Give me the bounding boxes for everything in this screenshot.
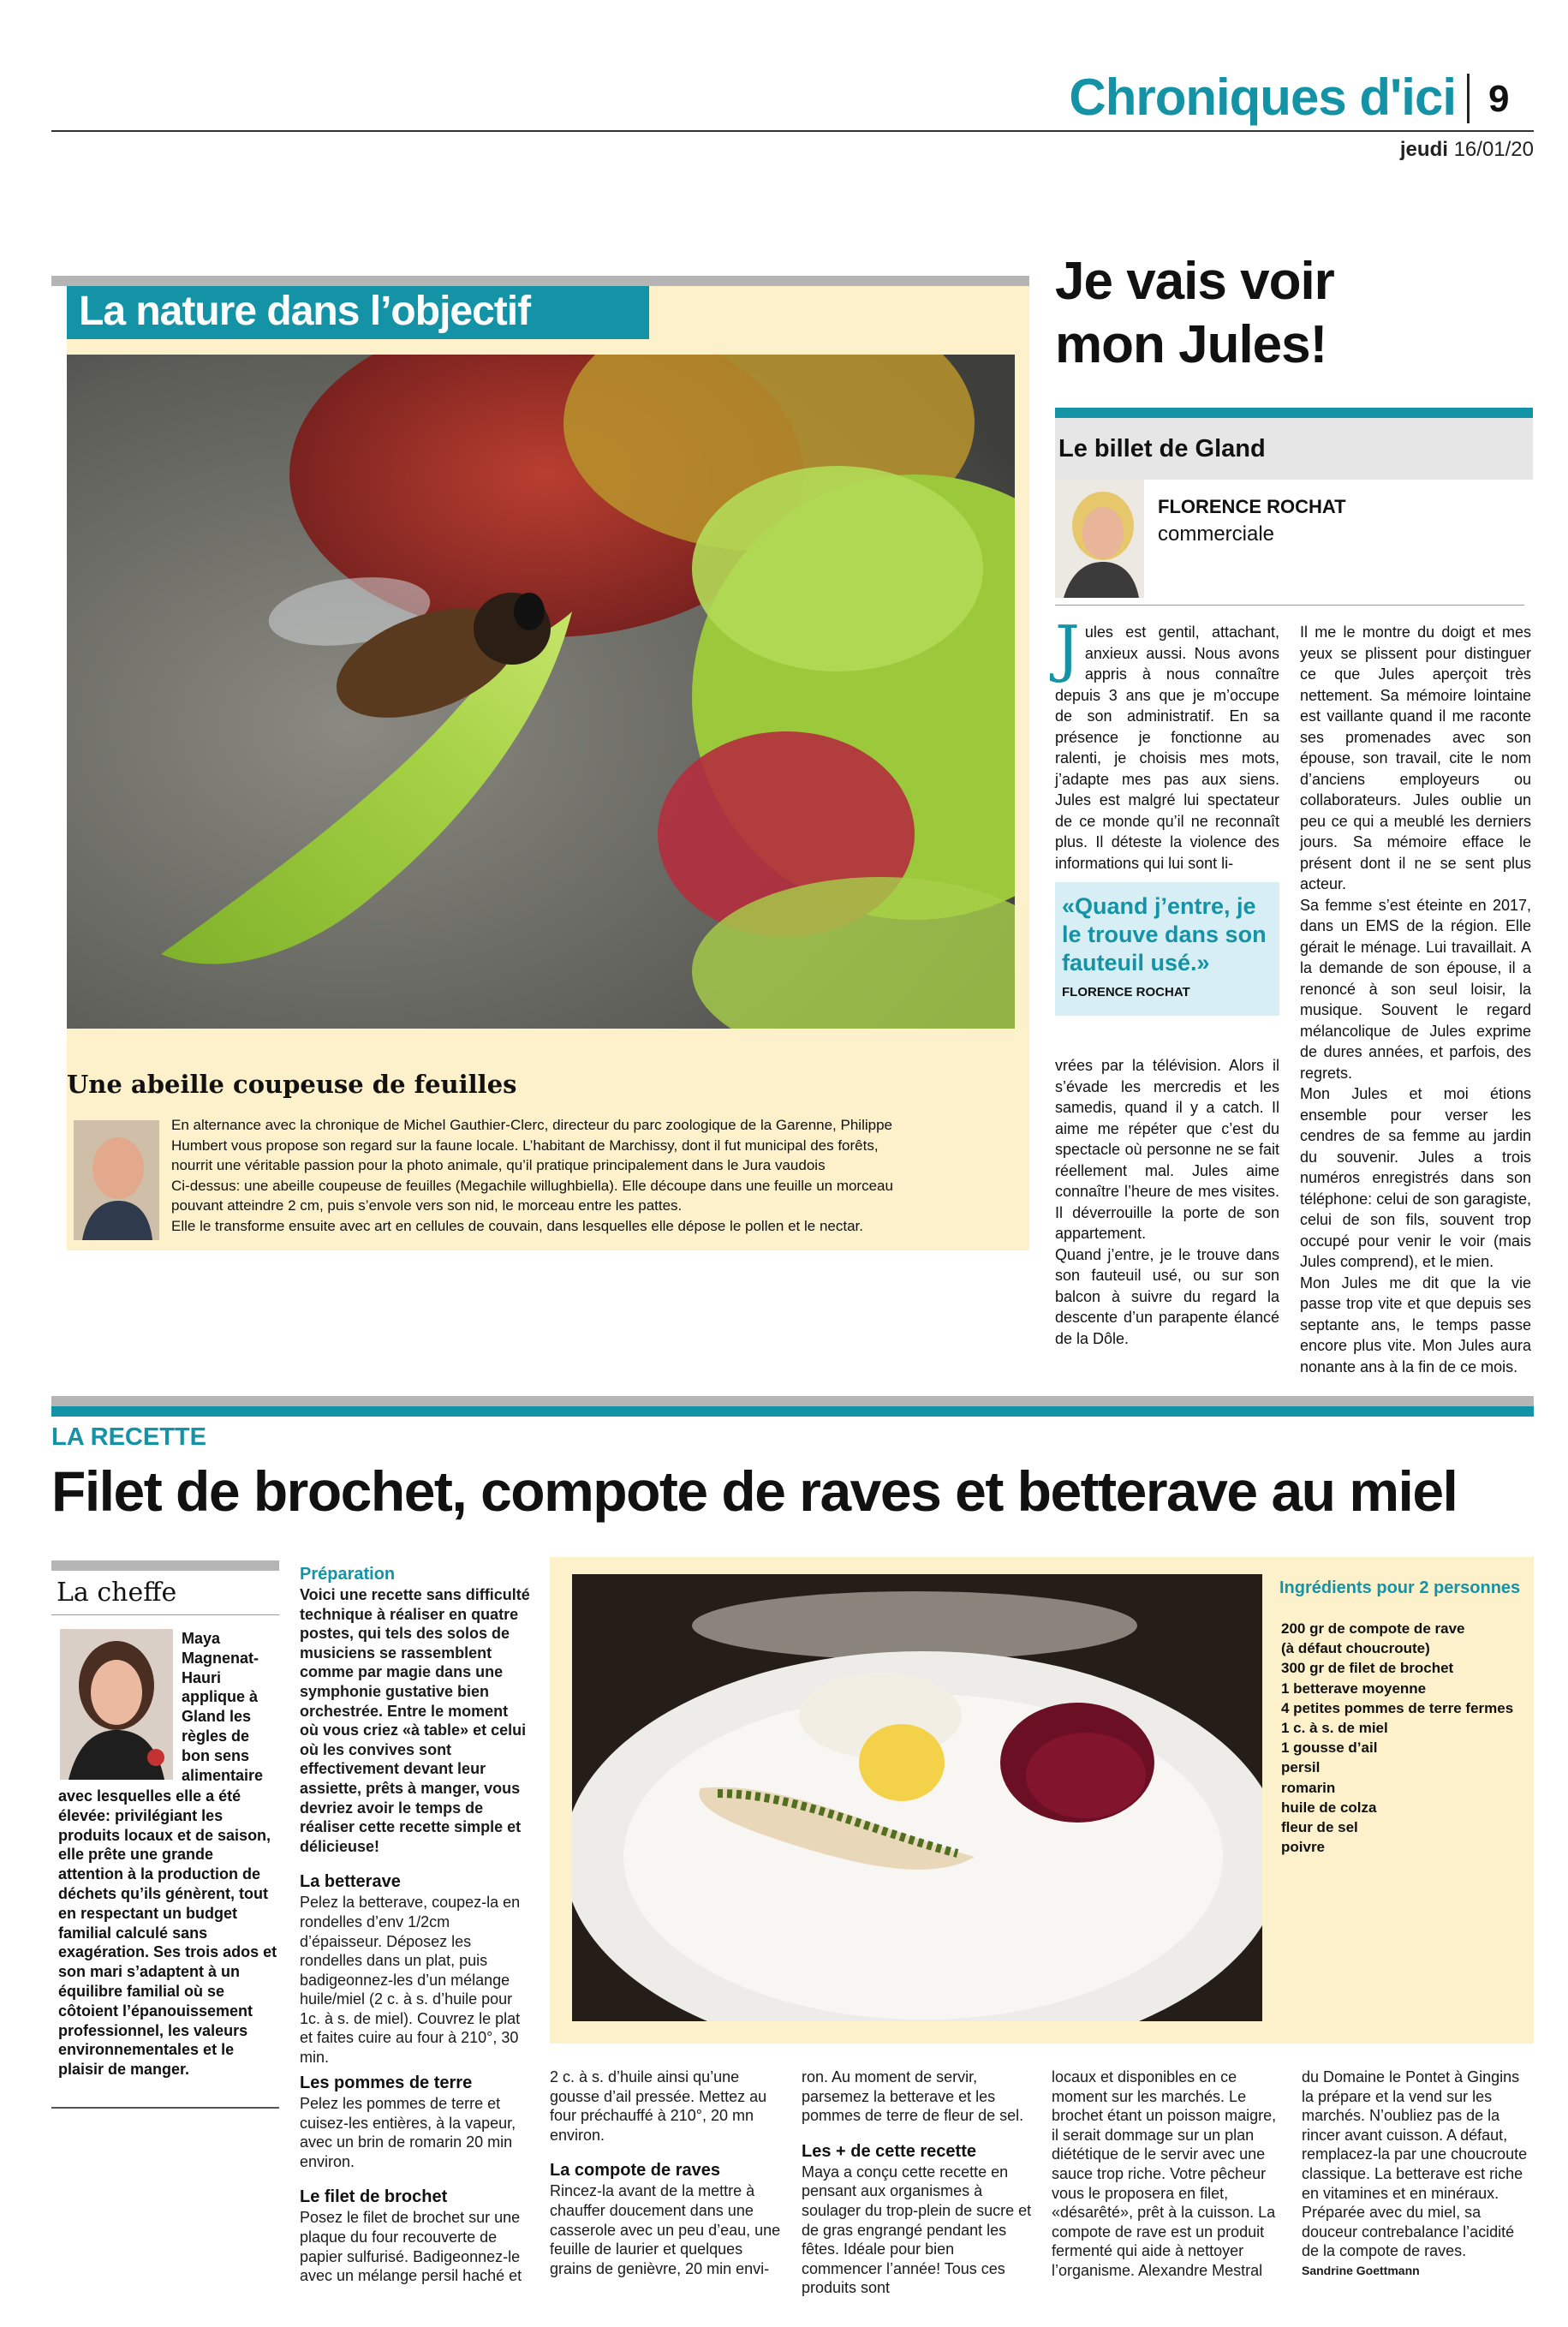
photographer-portrait-illustration <box>74 1120 159 1240</box>
chef-portrait <box>60 1629 173 1780</box>
ingredient-item: 1 gousse d’ail <box>1281 1739 1378 1757</box>
betterave-text: Pelez la betterave, coupez-la en rondelles d’env 1/2cm d’épaisseur. Déposez les rondelles dans un plat, puis badigeonnez-les d’un mélange huile/miel (2 c. à s. d’huile pour 1c. à s. de miel). Couvrez le plat et faites cuire au four à 210°, 30 min. <box>300 1894 521 2067</box>
billet-text: ules est gentil, attachant, anxieux aussi. Nous avons appris à nous connaître depuis 3 ans que je m’occupe de son administratif. En sa présence je fonctionne au ralenti, je choisis mes mots, j’adapte mes pas aux siens. Jules est malgré lui spectateur de ce monde qu’il ne reconnaît plus. Il déteste la violence des informations qui lui sont li- <box>1055 624 1279 872</box>
billet-paragraph: vrées par la télévision. Alors il s’évade les mercredis et les samedis, quand il y a catch. Il aime me répéter que c’est du spectacle où personne ne se fait réellement mal. Jules aime connaître l’heure de mes visites. Il déverrouille la porte de son appartement. <box>1055 1057 1279 1242</box>
nature-heading: La nature dans l’objectif <box>67 286 649 339</box>
compote-heading: La compote de raves <box>550 2161 720 2181</box>
ingredient-item: fleur de sel <box>1281 1819 1358 1836</box>
ingredient-item: romarin <box>1281 1779 1336 1796</box>
billet-column-1a <box>1055 612 1279 874</box>
billet-title-line: Je vais voir <box>1055 252 1334 311</box>
recipe-column-2 <box>550 2067 781 2278</box>
recipe-column-5 <box>1302 2067 1533 2281</box>
billet-paragraph: Mon Jules me dit que la vie passe trop vite et que depuis ses septante ans, le temps passe encore plus vite. Mon Jules aura nonante ans à la fin de ce mois. <box>1300 1274 1531 1375</box>
billet-paragraph: Sa femme s’est éteinte en 2017, dans un EMS de la région. Elle gérait le ménage. Lui travaillait. A la demande de son épouse, il a renoncé à son seul loisir, la musique. Souvent le regard mélancolique de Jules exprime de dures années, et parfois, des regrets. <box>1300 896 1531 1082</box>
billet-author: FLORENCE ROCHAT <box>1158 496 1346 517</box>
preparation-column <box>300 1564 531 2067</box>
pull-quote: «Quand j’entre, je le trouve dans son fauteuil usé.» <box>1062 893 1267 976</box>
section-title: Chroniques d'ici <box>1069 69 1456 126</box>
ingredient-item: poivre <box>1281 1839 1326 1856</box>
plus-text: Maya a conçu cette recette en pensant aux organismes à soulager du trop-plein de sucre et de gras engrangé pendant les fêtes. Idéale pour bien commencer l’année! Tous ces produits sont <box>802 2163 1032 2297</box>
dish-photo-illustration <box>572 1574 1262 2021</box>
preparation-intro: Voici une recette sans difficulté technique à réaliser en quatre postes, qui tels des solos de musiciens se rassemblent comme par magie dans une symphonie gustative bien orchestrée. Entre le moment où vous criez «à table» et celui où les convives sont effectivement devant leur assiette, prêts à manger, vous devriez avoir le temps de réaliser cette recette simple et délicieuse! <box>300 1586 530 1855</box>
recipe-title: Filet de brochet, compote de raves et betterave au miel <box>51 1459 1458 1523</box>
recipe-text: ron. Au moment de servir, parsemez la betterave et les pommes de terre de fleur de sel. <box>802 2068 1024 2125</box>
chef-bio-a: Maya Magnenat-Hauri applique à Gland les règles de bon sens alimentaire <box>182 1630 264 1784</box>
caption-line: pouvant atteindre 2 cm, puis s’envole vers son nid, le morceau entre les pattes. <box>171 1197 683 1214</box>
ingredient-item: 1 c. à s. de miel <box>1281 1720 1388 1737</box>
ingredient-item: 200 gr de compote de rave <box>1281 1620 1465 1637</box>
billet-title <box>1055 250 1535 377</box>
billet-paragraph: Il me le montre du doigt et mes yeux se plissent pour distinguer ce que Jules aperçoit très nettement. Sa mémoire lointaine est vaillante quand il me raconte ses promenades avec son épouse, son travail, cite le nom d’anciens employeurs ou collaborateurs. Jules oublie un peu ce qui a meublé les derniers jours. Sa mémoire efface le présent dont il ne se sent plus acteur. <box>1300 624 1531 892</box>
pull-quote-box <box>1055 882 1279 1016</box>
page-number: 9 <box>1488 78 1510 120</box>
recipe-text: locaux et disponibles en ce moment sur les marchés. Le brochet étant un poisson maigre, il serait dommage sur un plan diététique de le servir avec une sauce trop riche. Votre pêcheur vous le proposera en filet, «désarêté», prêt à la cuisson. La compote de rave est un produit fermenté qui aide à nettoyer l’organisme. Alexandre Mestral <box>1052 2068 1277 2279</box>
recipe-text: 2 c. à s. d’huile ainsi qu’une gousse d’ail pressée. Mettez au four préchauffé à 210°, 20 mn environ. <box>550 2068 767 2144</box>
billet-column-1b <box>1055 1055 1279 1349</box>
drop-cap: J <box>1055 612 1080 684</box>
pommes-heading: Les pommes de terre <box>300 2073 473 2092</box>
betterave-heading: La betterave <box>300 1872 401 1892</box>
billet-subtitle: Le billet de Gland <box>1055 418 1533 480</box>
billet-paragraph: Mon Jules et moi étions ensemble pour verser les cendres de sa femme au jardin du souvenir. Jules a trois numéros enregistrés dans son téléphone: celui de son garagiste, celui de son fils, souvent trop occupé pour venir le voir (mais Jules comprend), et le mien. <box>1300 1085 1531 1270</box>
recipe-column-4 <box>1052 2067 1283 2281</box>
ingredient-item: 4 petites pommes de terre fermes <box>1281 1699 1514 1716</box>
caption-line: Humbert vous propose son regard sur la faune locale. L’habitant de Marchissy, dont il fut municipal des forêts, <box>171 1137 879 1154</box>
pull-quote-author: FLORENCE ROCHAT <box>1062 985 1190 999</box>
ingredient-item: persil <box>1281 1759 1321 1776</box>
filet-text: Posez le filet de brochet sur une plaque du four recouverte de papier sulfurisé. Badigeonnez-le avec un mélange persil haché et <box>300 2209 522 2285</box>
filet-heading: Le filet de brochet <box>300 2187 448 2207</box>
pommes-text: Pelez les pommes de terre et cuisez-les entières, à la vapeur, avec un brin de romarin 20 min environ. <box>300 2095 516 2170</box>
recipe-top-bar <box>51 1396 1534 1406</box>
bee-photo-illustration <box>67 355 1015 1029</box>
bee-photo <box>67 355 1015 1029</box>
ingredient-item: (à défaut choucroute) <box>1281 1640 1430 1657</box>
caption-line: En alternance avec la chronique de Michel Gauthier-Clerc, directeur du parc zoologique de la Garenne, Philippe <box>171 1117 892 1133</box>
ingredient-item: huile de colza <box>1281 1799 1377 1816</box>
ingredients-list <box>1281 1619 1531 1857</box>
nature-caption-text <box>171 1115 993 1236</box>
preparation-heading: Préparation <box>300 1565 396 1584</box>
chef-label: La cheffe <box>51 1572 279 1615</box>
recipe-column-1 <box>300 2057 531 2286</box>
caption-line: Ci-dessus: une abeille coupeuse de feuilles (Megachile willughbiella). Elle découpe dans une feuille un morceau <box>171 1177 893 1194</box>
billet-divider <box>1055 605 1524 606</box>
chef-top-bar <box>51 1560 279 1571</box>
nature-top-bar <box>51 276 1029 286</box>
chef-portrait-illustration <box>60 1629 173 1780</box>
caption-line: Elle le transforme ensuite avec art en cellules de couvain, dans lesquelles elle dépose le pollen et le nectar. <box>171 1217 863 1234</box>
recipe-signature: Sandrine Goettmann <box>1302 2263 1420 2277</box>
chef-bottom-rule <box>51 2107 279 2109</box>
dish-photo <box>572 1574 1262 2021</box>
caption-line: nourrit une véritable passion pour la photo animale, qu’il pratique principalement dans le Jura vaudois <box>171 1157 826 1173</box>
recipe-accent-bar <box>51 1406 1534 1417</box>
recipe-tag: LA RECETTE <box>51 1423 206 1451</box>
ingredients-heading: Ingrédients pour 2 personnes <box>1279 1578 1521 1597</box>
author-portrait <box>1055 480 1144 598</box>
ingredient-item: 1 betterave moyenne <box>1281 1680 1427 1697</box>
header-rule <box>51 130 1534 132</box>
billet-paragraph: Quand j’entre, je le trouve dans son fauteuil usé, ou sur son balcon à suivre du regard la descente d’un parapente élancé de la Dôle. <box>1055 1245 1279 1347</box>
chef-bio-b: avec lesquelles elle a été élevée: privilégiant les produits locaux et de saison, elle prête une grande attention à la production de déchets qu’ils génèrent, tout en respectant un budget familial calculé sans exagération. Ses trois ados et son mari s’adaptent à un équilibre familial où se côtoient l’épanouissement professionnel, les valeurs environnementales et le plaisir de manger. <box>58 1787 277 2079</box>
photographer-portrait <box>74 1120 159 1240</box>
ingredient-item: 300 gr de filet de brochet <box>1281 1660 1454 1677</box>
billet-column-2 <box>1300 622 1531 1377</box>
billet-author-role: commerciale <box>1158 522 1275 546</box>
header-separator <box>1467 74 1470 123</box>
billet-title-line: mon Jules! <box>1055 315 1327 374</box>
issue-date-value: 16/01/20 <box>1453 138 1534 161</box>
compote-text: Rincez-la avant de la mettre à chauffer doucement dans une casserole avec un peu d’eau, une feuille de laurier et quelques grains de genièvre, 20 min envi- <box>550 2182 781 2277</box>
issue-date <box>1285 137 1534 163</box>
recipe-column-3 <box>802 2067 1033 2298</box>
billet-accent-bar <box>1055 408 1533 418</box>
nature-caption-title: Une abeille coupeuse de feuilles <box>67 1070 517 1099</box>
plus-heading: Les + de cette recette <box>802 2141 976 2161</box>
issue-day: jeudi <box>1399 138 1448 161</box>
recipe-text: du Domaine le Pontet à Gingins la prépare et la vend sur les marchés. N’oubliez pas de la rincer avant cuisson. A défaut, remplacez-la par une choucroute classique. La betterave est riche en vitamines et en minéraux. Préparée avec du miel, sa douceur contrebalance l’acidité de la compote de raves. <box>1302 2068 1528 2260</box>
author-portrait-illustration <box>1055 480 1144 598</box>
